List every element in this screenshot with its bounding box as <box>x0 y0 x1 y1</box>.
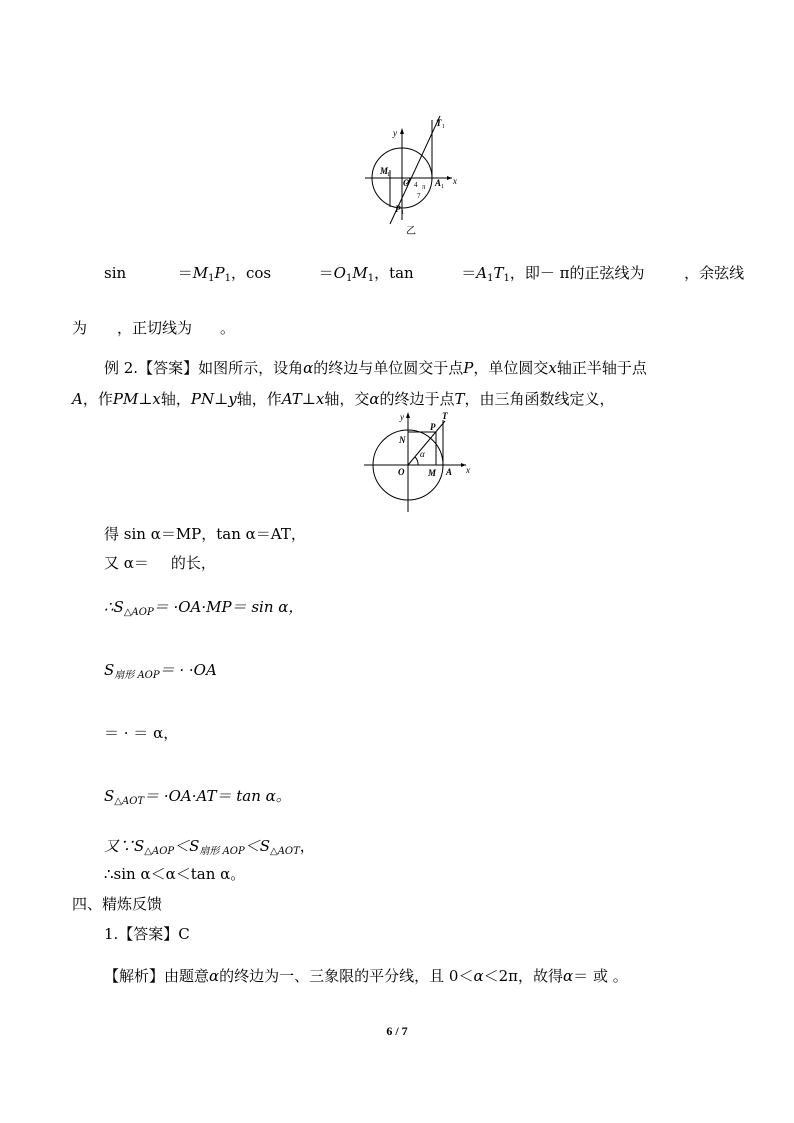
y-arrow <box>406 412 410 418</box>
M1: M <box>352 264 368 282</box>
sub: 1 <box>503 273 510 284</box>
text: 又 α＝ <box>104 554 149 572</box>
text: ＜S <box>174 837 200 855</box>
sub: △AOT <box>114 796 145 807</box>
fig1-A1-label: A <box>435 178 442 188</box>
fig2-x-label: x <box>466 465 470 475</box>
x-arrow <box>447 176 452 180</box>
sub: △AOP <box>144 846 175 857</box>
sub: 1 <box>224 273 231 284</box>
T: T <box>454 390 465 408</box>
sub: 扇形 AOP <box>199 846 245 857</box>
fig1-x-label: x <box>453 176 457 186</box>
analysis-line <box>104 966 628 986</box>
x: x <box>315 390 325 408</box>
text: 轴， <box>160 390 191 408</box>
terminal-side <box>408 421 445 465</box>
trig-lines-sentence <box>104 263 745 289</box>
eq: ＝ <box>318 264 334 282</box>
text: 【解析】由题意 <box>104 967 210 985</box>
y: y <box>228 390 237 408</box>
angle-arc <box>415 457 418 465</box>
text: ＝ 或 。 <box>573 967 628 985</box>
alpha: α <box>209 967 220 985</box>
sub: 1 <box>367 273 375 284</box>
text: ，由三角函数线定义， <box>464 390 615 408</box>
fig1-T1-label: T <box>436 118 442 128</box>
text: ， <box>299 837 315 855</box>
eq-line-8: ∴sin α＜α＜tan α。 <box>104 865 246 883</box>
text: 为 <box>72 319 88 337</box>
eq: ＝ <box>461 264 477 282</box>
fig1-y-label: y <box>393 128 397 138</box>
perp: ⊥ <box>138 390 153 408</box>
example2-line1 <box>104 358 647 378</box>
A1: A <box>476 264 488 282</box>
fig1-P1-label: P <box>395 204 401 214</box>
page-number: 6 / 7 <box>386 1024 408 1038</box>
answer-1: 1.【答案】C <box>104 925 190 943</box>
text: 的终边为一、三象限的平分线，且 0＜ <box>219 967 474 985</box>
eq-line-3 <box>104 597 303 623</box>
text: ＝ ·OA·AT＝ tan α。 <box>144 787 291 805</box>
P1: P <box>214 264 225 282</box>
PN: PN <box>190 390 215 408</box>
fig1-P1-sub: 1 <box>401 210 404 216</box>
sub: 1 <box>345 273 353 284</box>
sub: 扇形 AOP <box>114 670 160 681</box>
fig2-O-label: O <box>398 467 405 477</box>
text: S <box>104 787 115 805</box>
eq-line-2 <box>104 553 216 573</box>
fig1-angle-num: 4 <box>414 181 418 189</box>
sub: △AOT <box>270 846 300 857</box>
eq-line-4 <box>104 660 217 686</box>
fig1-O-label: O <box>403 178 410 188</box>
text: ，作 <box>82 390 113 408</box>
perp: ⊥ <box>214 390 229 408</box>
text: ，单位圆交 <box>473 359 549 377</box>
section-title: 四、精炼反馈 <box>72 895 163 913</box>
x: x <box>548 359 557 377</box>
x: x <box>152 390 161 408</box>
text: ，正切线为 <box>117 319 193 337</box>
sine-line-text: ，即－ π的正弦线为 <box>509 264 645 282</box>
text: 轴正半轴于点 <box>556 359 647 377</box>
fig1-angle-pi: π <box>422 183 426 191</box>
figure-unit-circle-example2 <box>362 408 477 514</box>
text: ＜S <box>244 837 271 855</box>
sub: △AOP <box>123 607 154 618</box>
tan-label: ，tan <box>374 264 414 282</box>
text: ＝ ·OA·MP＝ sin α， <box>153 598 304 616</box>
fig1-A1-sub: 1 <box>441 184 444 190</box>
fig1-M1-label: M <box>380 166 389 176</box>
eq-line-6 <box>104 786 291 812</box>
fig1-M1-sub: 1 <box>387 172 390 178</box>
fig2-y-label: y <box>400 412 404 422</box>
alpha: α <box>303 359 314 377</box>
text: 的终边与单位圆交于点 <box>313 359 464 377</box>
P: P <box>463 359 474 377</box>
text: 例 2.【答案】如图所示，设角 <box>104 359 304 377</box>
fig1-caption: 乙 <box>406 226 416 237</box>
fig2-A-label: A <box>446 467 453 477</box>
eq-line-5: ＝ · ＝ α， <box>104 724 179 742</box>
fig1-angle-denom: 7 <box>417 192 421 200</box>
M1P1: M <box>192 264 209 282</box>
AT: AT <box>281 390 302 408</box>
T1: T <box>493 264 504 282</box>
text: ＝ · ·OA <box>159 661 217 679</box>
fig2-N-label: N <box>399 435 406 445</box>
alpha: α <box>369 390 380 408</box>
trig-lines-sentence-cont <box>72 318 235 338</box>
fig2-T-label: T <box>442 411 448 421</box>
A: A <box>72 390 83 408</box>
cos-label: ，cos <box>230 264 272 282</box>
sin-label: sin <box>104 264 127 282</box>
alpha: α <box>473 967 484 985</box>
eq-line-1: 得 sin α＝MP，tan α＝AT， <box>104 525 306 543</box>
fig1-T1-sub: 1 <box>442 124 445 130</box>
sub: 1 <box>487 273 494 284</box>
eq: ＝ <box>177 264 193 282</box>
alpha: α <box>563 967 574 985</box>
eq-line-7 <box>104 836 315 862</box>
PM: PM <box>112 390 139 408</box>
text: 的终边于点 <box>379 390 455 408</box>
text: 轴，交 <box>324 390 370 408</box>
perp: ⊥ <box>301 390 316 408</box>
text: 。 <box>220 319 236 337</box>
fig2-alpha-label: α <box>420 449 425 459</box>
text: 轴，作 <box>236 390 282 408</box>
text: 又∵S <box>104 837 145 855</box>
y-arrow <box>400 128 404 134</box>
example2-line2 <box>72 389 615 409</box>
fig2-M-label: M <box>428 468 437 478</box>
text: S <box>104 661 115 679</box>
text: 的长， <box>170 554 216 572</box>
text: ＜2π，故得 <box>483 967 564 985</box>
sub: 1 <box>208 273 215 284</box>
text: ∴S <box>104 598 124 616</box>
fig2-P-label: P <box>430 422 436 432</box>
cosine-line-text: ，余弦线 <box>684 264 745 282</box>
figure-unit-circle-yi <box>360 112 470 237</box>
O1M1: O <box>333 264 346 282</box>
